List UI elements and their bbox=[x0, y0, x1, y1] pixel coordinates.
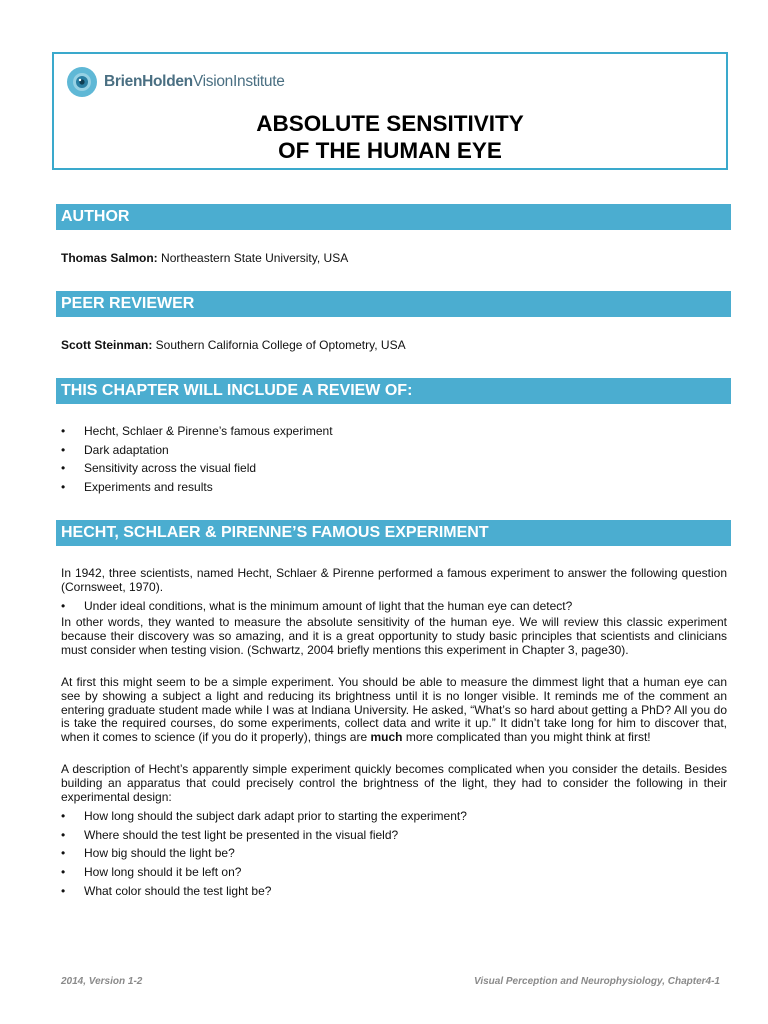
section-heading-review: THIS CHAPTER WILL INCLUDE A REVIEW OF: bbox=[56, 378, 731, 404]
list-item: • How big should the light be? bbox=[61, 846, 727, 865]
design-list bbox=[61, 809, 727, 902]
title-box bbox=[52, 52, 728, 170]
reviewer-line bbox=[61, 338, 406, 352]
paragraph-2: In other words, they wanted to measure the absolute sensitivity of the human eye. We will review this classic experiment because their discovery was so amazing, and it is a great opportunity to study basic principles that scientists and clinicians must consider when testing vision. (Schwartz, 2004 briefly mentions this experiment in Chapter 3, page30). bbox=[61, 615, 727, 657]
list-item: • Under ideal conditions, what is the minimum amount of light that the human eye can detect? bbox=[61, 599, 727, 618]
list-item: • What color should the test light be? bbox=[61, 884, 727, 903]
author-name: Thomas Salmon: bbox=[61, 251, 158, 265]
review-list bbox=[61, 424, 727, 499]
author-affiliation: Northeastern State University, USA bbox=[157, 251, 349, 265]
section-heading-author: AUTHOR bbox=[56, 204, 731, 230]
title-line-1: ABSOLUTE SENSITIVITY bbox=[256, 111, 524, 136]
section-heading-experiment: HECHT, SCHLAER & PIRENNE’S FAMOUS EXPERIMENT bbox=[56, 520, 731, 546]
title-line-2: OF THE HUMAN EYE bbox=[278, 138, 502, 163]
list-item: • Where should the test light be presented in the visual field? bbox=[61, 828, 727, 847]
paragraph-4: A description of Hecht’s apparently simple experiment quickly becomes complicated when you consider the details. Besides building an apparatus that could precisely control the brightness of the light, they had to consider the following in their experimental design: bbox=[61, 762, 727, 804]
list-item: • How long should it be left on? bbox=[61, 865, 727, 884]
emphasis-much: much bbox=[370, 730, 403, 745]
footer-version: 2014, Version 1-2 bbox=[61, 976, 143, 987]
section-heading-reviewer: PEER REVIEWER bbox=[56, 291, 731, 317]
reviewer-affiliation: Southern California College of Optometry, USA bbox=[152, 338, 406, 352]
paragraph-3: At first this might seem to be a simple experiment. You should be able to measure the dimmest light that a human eye can see by showing a subject a light and reducing its brightness until it is no longer visible. It reminds me of the comment an entering graduate student made while I was at Indiana University. He asked, “What’s so hard about getting a PhD? All you do is take the required courses, do some experiments, collect data and write it up.” It didn’t take long for him to discover that, when it comes to science (if you do it properly), things are much more complicated than you might think at first! bbox=[61, 675, 727, 745]
list-item: • How long should the subject dark adapt prior to starting the experiment? bbox=[61, 809, 727, 828]
institute-logo bbox=[66, 64, 285, 100]
eye-logo-icon bbox=[66, 66, 98, 98]
intro-paragraph: In 1942, three scientists, named Hecht, Schlaer & Pirenne performed a famous experiment to answer the following question (Cornsweet, 1970). bbox=[61, 566, 727, 594]
reviewer-name: Scott Steinman: bbox=[61, 338, 153, 352]
footer-chapter: Visual Perception and Neurophysiology, Chapter4-1 bbox=[474, 976, 720, 987]
list-item: • Dark adaptation bbox=[61, 443, 727, 462]
list-item: • Hecht, Schlaer & Pirenne’s famous experiment bbox=[61, 424, 727, 443]
author-line bbox=[61, 251, 348, 265]
list-item: • Experiments and results bbox=[61, 480, 727, 499]
document-title bbox=[54, 110, 726, 164]
logo-wordmark: BrienHoldenVisionInstitute bbox=[104, 73, 285, 90]
list-item: • Sensitivity across the visual field bbox=[61, 461, 727, 480]
